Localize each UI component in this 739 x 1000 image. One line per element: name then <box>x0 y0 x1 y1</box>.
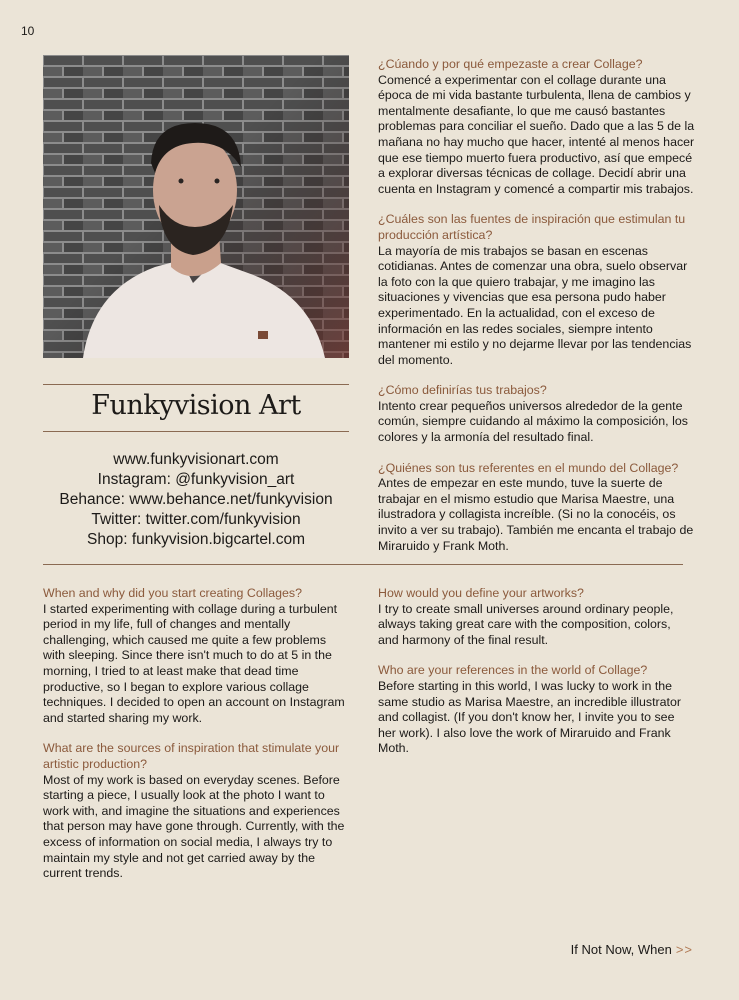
divider <box>43 384 349 385</box>
question-heading: Who are your references in the world of Collage? <box>378 663 648 678</box>
answer-text: Intento crear pequeños universos alrededor de la gente común, siempre cuidando al máximo la composición, los colores y la armonía del resultado final. <box>378 398 688 445</box>
answer-text: Comencé a experimentar con el collage durante una época de mi vida bastante turbulenta, llena de cambios y mentalmente desafiante, lo que me causó bastantes problemas para conciliar el sueño. Dado que a las 5 de la mañana no hay mucho que hacer, intenté al menos hacer que ese tiempo muerto fuera productivo, así que empecé a explorar diversas técnicas de collage. Decidí abrir una cuenta en Instagram y comencé a compartir mis trabajos. <box>378 72 695 196</box>
footer-text: If Not Now, When <box>570 942 672 957</box>
artist-name-title: Funkyvision Art <box>91 390 301 421</box>
question-heading: How would you define your artworks? <box>378 586 584 600</box>
twitter-link[interactable]: Twitter: twitter.com/funkyvision <box>91 511 301 528</box>
answer-text: Antes de empezar en este mundo, tuve la suerte de trabajar en el mismo estudio que Marisa Maestre, una ilustradora y collagista increíble. (Si no la conocéis, os invito a ver su trabajo). También me encanta el trabajo de Miraruido y Frank Moth. <box>378 476 694 553</box>
question-heading: What are the sources of inspiration that stimulate your artistic production? <box>43 741 340 771</box>
english-left-column <box>43 586 345 897</box>
answer-text: I started experimenting with collage during a turbulent period in my life, full of changes and mentally challenging, which caused me quite a few problems with sleeping. Since there isn't much to do at 5 in the morning, I tried to at least make that dead time productive, so I began to explore various collage techniques. I decided to open an account on Instagram and started sharing my work. <box>43 601 345 725</box>
page-number: 10 <box>21 24 35 38</box>
answer-text: La mayoría de mis trabajos se basan en escenas cotidianas. Antes de comenzar una obra, suelo observar la foto con la que quiero trabajar, y me imagino las situaciones y vivencias que esa persona pudo haber experimentado. En la actualidad, con el exceso de información en las redes sociales, siempre intento mantener mi estilo y no dejarme llevar por las tendencias del momento. <box>378 243 692 367</box>
chevron-right-icon: >> <box>675 942 693 957</box>
website-link[interactable]: www.funkyvisionart.com <box>113 451 279 468</box>
links-block <box>43 450 349 550</box>
instagram-link[interactable]: Instagram: @funkyvision_art <box>97 471 295 488</box>
behance-link[interactable]: Behance: www.behance.net/funkyvision <box>59 491 333 508</box>
question-heading: ¿Quiénes son tus referentes en el mundo del Collage? <box>378 460 679 475</box>
divider <box>43 431 349 432</box>
question-heading: ¿Cuáles son las fuentes de inspiración que estimulan tu producción artística? <box>378 212 686 242</box>
shop-link[interactable]: Shop: funkyvision.bigcartel.com <box>87 531 305 548</box>
footer <box>571 942 693 957</box>
portrait-photo <box>43 55 349 358</box>
answer-text: Before starting in this world, I was lucky to work in the same studio as Marisa Maestre, an incredible illustrator and collagist. (If you don't know her, I invite you to see her work). I also love the work of Miraruido and Frank Moth. <box>378 678 682 756</box>
english-right-column <box>378 586 683 772</box>
spanish-column <box>378 57 696 569</box>
question-heading: ¿Cúando y por qué empezaste a crear Collage? <box>378 57 643 71</box>
answer-text: Most of my work is based on everyday scenes. Before starting a piece, I usually look at the photo I want to work with, and imagine the situations and experiences that person may have gone through. Currently, with the excess of information on social media, I always try to maintain my style and not get carried away by the current trends. <box>43 772 345 881</box>
question-heading: When and why did you start creating Collages? <box>43 586 302 600</box>
answer-text: I try to create small universes around ordinary people, always taking great care with the composition, colors, and harmony of the final result. <box>378 601 674 647</box>
section-divider <box>43 564 683 565</box>
question-heading: ¿Cómo definirías tus trabajos? <box>378 383 547 398</box>
